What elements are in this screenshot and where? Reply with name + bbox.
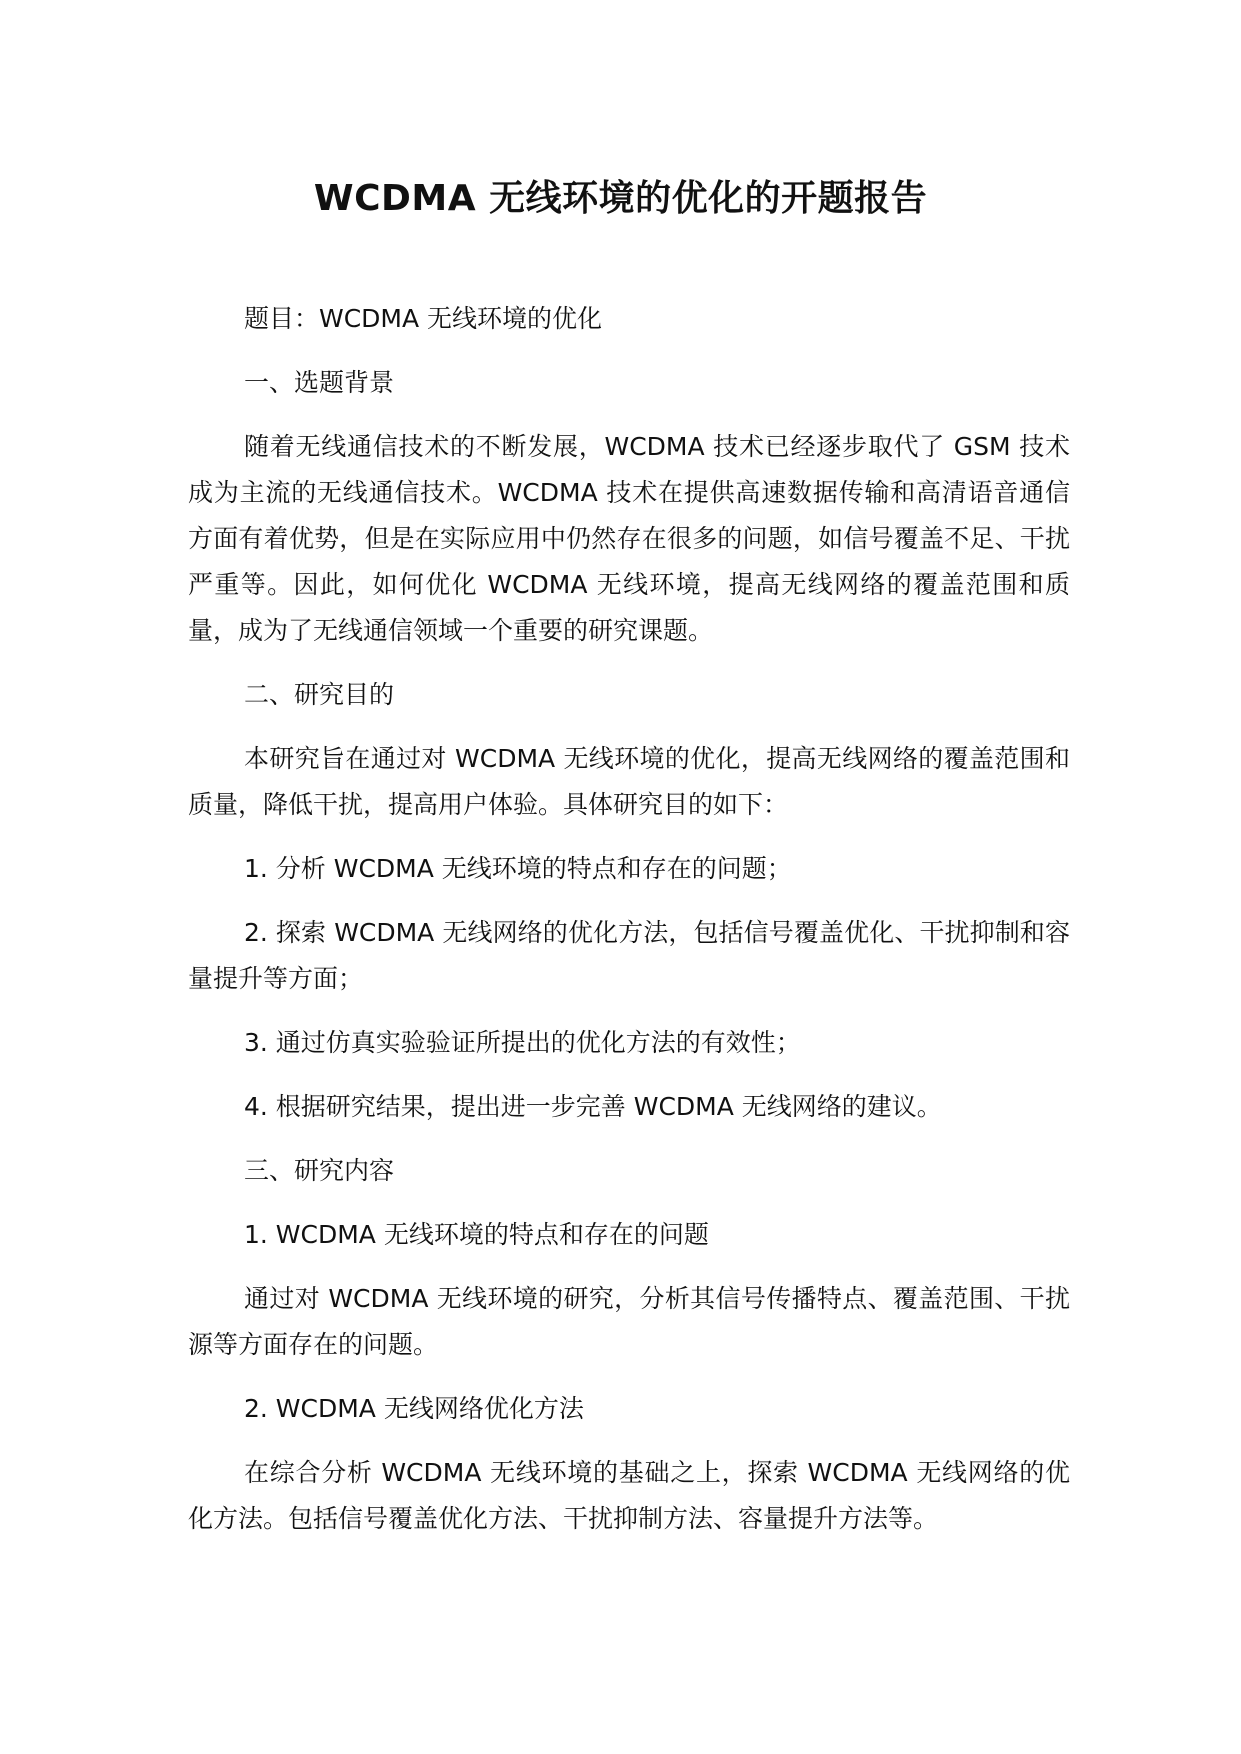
purpose-item-2: 2. 探索 WCDMA 无线网络的优化方法，包括信号覆盖优化、干扰抑制和容量提升等方面； <box>188 918 1070 993</box>
document-body <box>188 296 1070 1560</box>
purpose-item-4: 4. 根据研究结果，提出进一步完善 WCDMA 无线网络的建议。 <box>244 1092 942 1121</box>
content-subheading-1: 1. WCDMA 无线环境的特点和存在的问题 <box>244 1220 709 1249</box>
document-title: WCDMA 无线环境的优化的开题报告 <box>313 178 928 219</box>
content-subheading-2: 2. WCDMA 无线网络优化方法 <box>244 1394 584 1423</box>
content-paragraph-2: 在综合分析 WCDMA 无线环境的基础之上，探索 WCDMA 无线网络的优化方法。包括信号覆盖优化方法、干扰抑制方法、容量提升方法等。 <box>188 1458 1070 1533</box>
content-paragraph-1: 通过对 WCDMA 无线环境的研究，分析其信号传播特点、覆盖范围、干扰源等方面存在的问题。 <box>188 1284 1070 1359</box>
section-heading-purpose: 二、研究目的 <box>244 680 395 709</box>
topic-line: 题目：WCDMA 无线环境的优化 <box>244 304 603 333</box>
background-paragraph: 随着无线通信技术的不断发展，WCDMA 技术已经逐步取代了 GSM 技术成为主流的无线通信技术。WCDMA 技术在提供高速数据传输和高清语音通信方面有着优势，但是在实际应用中仍然存在很多的问题，如信号覆盖不足、干扰严重等。因此，如何优化 WCDMA 无线环境，提高无线网络的覆盖范围和质量，成为了无线通信领域一个重要的研究课题。 <box>188 432 1070 645</box>
section-heading-content: 三、研究内容 <box>244 1156 395 1185</box>
section-heading-background: 一、选题背景 <box>244 368 395 397</box>
purpose-paragraph: 本研究旨在通过对 WCDMA 无线环境的优化，提高无线网络的覆盖范围和质量，降低干扰，提高用户体验。具体研究目的如下： <box>188 744 1070 819</box>
purpose-item-1: 1. 分析 WCDMA 无线环境的特点和存在的问题； <box>244 854 792 883</box>
purpose-item-3: 3. 通过仿真实验验证所提出的优化方法的有效性； <box>244 1028 801 1057</box>
